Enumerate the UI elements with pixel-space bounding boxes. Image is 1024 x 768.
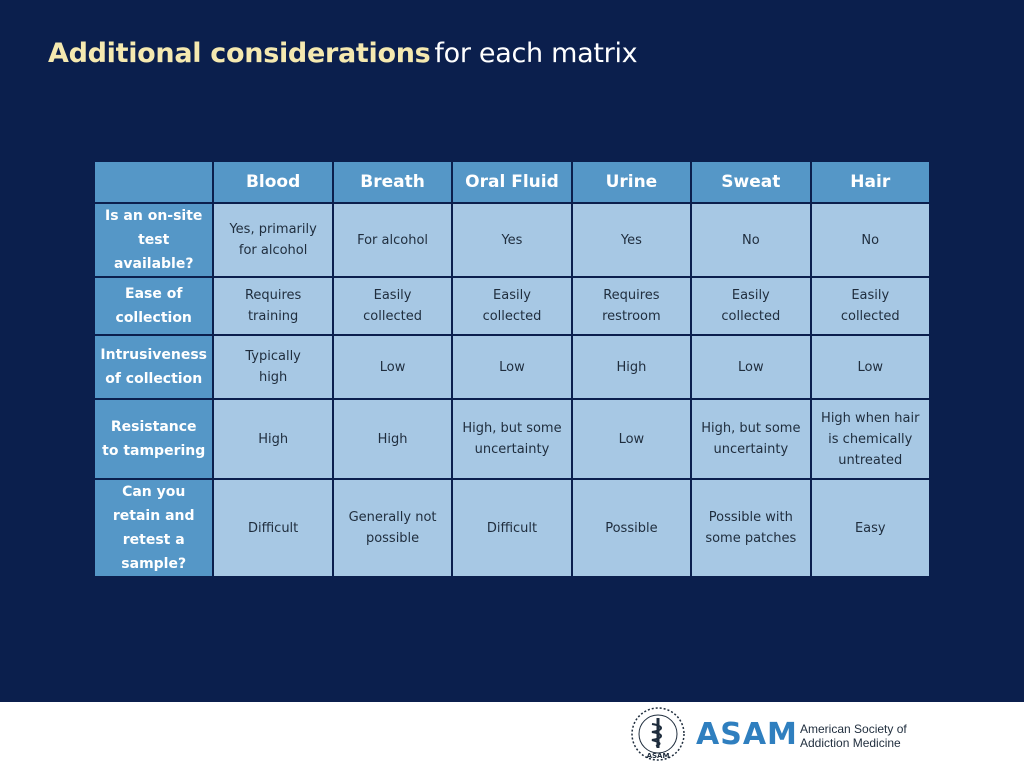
row-label-line: Can you retain and bbox=[112, 484, 195, 524]
table-cell-breath bbox=[334, 336, 451, 398]
column-header-urine: Urine bbox=[573, 162, 690, 202]
table-cell-line: uncertainty bbox=[474, 442, 550, 457]
table-cell-blood bbox=[214, 278, 331, 334]
table-cell-line: collected bbox=[363, 309, 422, 324]
table-cell-blood bbox=[214, 480, 331, 576]
table-cell-sweat bbox=[692, 278, 809, 334]
table-cell-line: Yes, primarily bbox=[229, 222, 317, 237]
table-cell-line: for alcohol bbox=[238, 243, 308, 258]
table-cell-line: Yes bbox=[501, 232, 523, 248]
table-cell-line: High bbox=[377, 431, 408, 447]
row-label-line: Intrusiveness bbox=[100, 347, 208, 363]
table-cell-line: Requires bbox=[603, 288, 660, 303]
table-row bbox=[95, 336, 929, 398]
table-cell-line: Typically bbox=[245, 349, 301, 364]
table-cell-line: Requires bbox=[244, 288, 302, 303]
organization-name-line2: Addiction Medicine bbox=[800, 736, 901, 750]
table-cell-line: Low bbox=[738, 359, 764, 375]
row-label-line: Is an on-site test bbox=[105, 208, 203, 248]
row-label-line: Ease of collection bbox=[115, 286, 192, 326]
row-label bbox=[95, 204, 212, 276]
table-cell-line: No bbox=[741, 232, 760, 248]
table-cell-urine bbox=[573, 336, 690, 398]
table-cell-line: Easily bbox=[731, 288, 770, 303]
column-header-hair: Hair bbox=[812, 162, 929, 202]
table-row bbox=[95, 480, 929, 576]
table-cell-line: high bbox=[258, 370, 288, 385]
asam-logo bbox=[628, 706, 918, 764]
table-body bbox=[95, 204, 929, 576]
table-cell-line: Generally not bbox=[348, 510, 437, 525]
table-cell-line: possible bbox=[365, 531, 420, 546]
table-cell-sweat bbox=[692, 480, 809, 576]
table-cell-line: Easily bbox=[851, 288, 890, 303]
table-cell-line: Low bbox=[499, 359, 525, 375]
table-cell-line: High, but some bbox=[701, 421, 801, 436]
table-cell-line: some patches bbox=[705, 531, 797, 546]
matrix-comparison-table bbox=[93, 160, 931, 578]
column-header-sweat: Sweat bbox=[692, 162, 809, 202]
table-cell-hair bbox=[812, 400, 929, 478]
table-cell-breath bbox=[334, 400, 451, 478]
slide-title-bold: Additional considerations bbox=[48, 38, 431, 69]
table-cell-line: Difficult bbox=[486, 520, 538, 536]
row-label bbox=[95, 336, 212, 398]
rod-of-asclepius-icon bbox=[630, 706, 686, 762]
table-cell-line: Easily bbox=[373, 288, 412, 303]
slide-title-rest: for each matrix bbox=[434, 38, 638, 69]
table-cell-line: Possible with bbox=[708, 510, 793, 525]
table-cell-line: No bbox=[861, 232, 880, 248]
table-header-row bbox=[95, 162, 929, 202]
table-cell-line: Difficult bbox=[247, 520, 299, 536]
table-cell-line: is chemically bbox=[828, 431, 913, 447]
table-cell-urine bbox=[573, 278, 690, 334]
table-cell-sweat bbox=[692, 400, 809, 478]
organization-name-line1: American Society of bbox=[800, 722, 907, 736]
table-cell-line: Low bbox=[379, 359, 406, 375]
table-cell-oral-fluid bbox=[453, 204, 570, 276]
table-row bbox=[95, 278, 929, 334]
table-cell-hair bbox=[812, 278, 929, 334]
asam-wordmark: ASAM bbox=[696, 717, 798, 752]
table-cell-blood bbox=[214, 204, 331, 276]
table-cell-line: High when hair bbox=[821, 410, 920, 426]
table-cell-line: For alcohol bbox=[357, 232, 429, 248]
table-corner-cell bbox=[95, 162, 212, 202]
table-cell-line: uncertainty bbox=[713, 442, 789, 457]
seal-text: ASAM bbox=[646, 752, 670, 760]
table-cell-hair bbox=[812, 204, 929, 276]
table-cell-breath bbox=[334, 278, 451, 334]
table-cell-line: High bbox=[616, 359, 647, 375]
table-cell-line: untreated bbox=[838, 452, 903, 468]
table-cell-sweat bbox=[692, 204, 809, 276]
row-label-line: available? bbox=[113, 256, 194, 272]
table-cell-breath bbox=[334, 204, 451, 276]
table-cell-line: Easily bbox=[493, 288, 531, 303]
table-cell-line: High bbox=[258, 431, 289, 447]
row-label-line: Resistance bbox=[110, 419, 197, 435]
table-cell-oral-fluid bbox=[453, 400, 570, 478]
row-label-line: retest a sample? bbox=[121, 532, 187, 572]
table-cell-urine bbox=[573, 400, 690, 478]
row-label-line: of collection bbox=[105, 371, 203, 387]
row-label-line: to tampering bbox=[102, 443, 206, 459]
table-cell-line: restroom bbox=[602, 309, 661, 324]
column-header-blood: Blood bbox=[214, 162, 331, 202]
table-cell-line: Low bbox=[618, 431, 645, 447]
row-label bbox=[95, 480, 212, 576]
table-cell-line: collected bbox=[721, 309, 781, 324]
table-cell-line: collected bbox=[482, 309, 542, 324]
row-label bbox=[95, 400, 212, 478]
table-cell-hair bbox=[812, 480, 929, 576]
table-cell-line: training bbox=[247, 309, 299, 324]
slide-title bbox=[48, 36, 637, 72]
table-cell-line: Easy bbox=[854, 520, 886, 536]
column-header-oral-fluid: Oral Fluid bbox=[453, 162, 570, 202]
table-cell-sweat bbox=[692, 336, 809, 398]
table-cell-hair bbox=[812, 336, 929, 398]
table-cell-breath bbox=[334, 480, 451, 576]
table-cell-line: Yes bbox=[620, 232, 642, 248]
table-cell-blood bbox=[214, 336, 331, 398]
table-cell-oral-fluid bbox=[453, 336, 570, 398]
row-label bbox=[95, 278, 212, 334]
table-cell-line: Possible bbox=[605, 520, 658, 536]
organization-name bbox=[800, 722, 907, 750]
table-cell-urine bbox=[573, 480, 690, 576]
table-cell-line: High, but some bbox=[462, 421, 562, 436]
table-row bbox=[95, 204, 929, 276]
column-header-breath: Breath bbox=[334, 162, 451, 202]
table-cell-line: collected bbox=[840, 309, 900, 324]
table-cell-blood bbox=[214, 400, 331, 478]
table-cell-oral-fluid bbox=[453, 480, 570, 576]
table-row bbox=[95, 400, 929, 478]
table-cell-line: Low bbox=[857, 359, 884, 375]
table-cell-urine bbox=[573, 204, 690, 276]
table-cell-oral-fluid bbox=[453, 278, 570, 334]
